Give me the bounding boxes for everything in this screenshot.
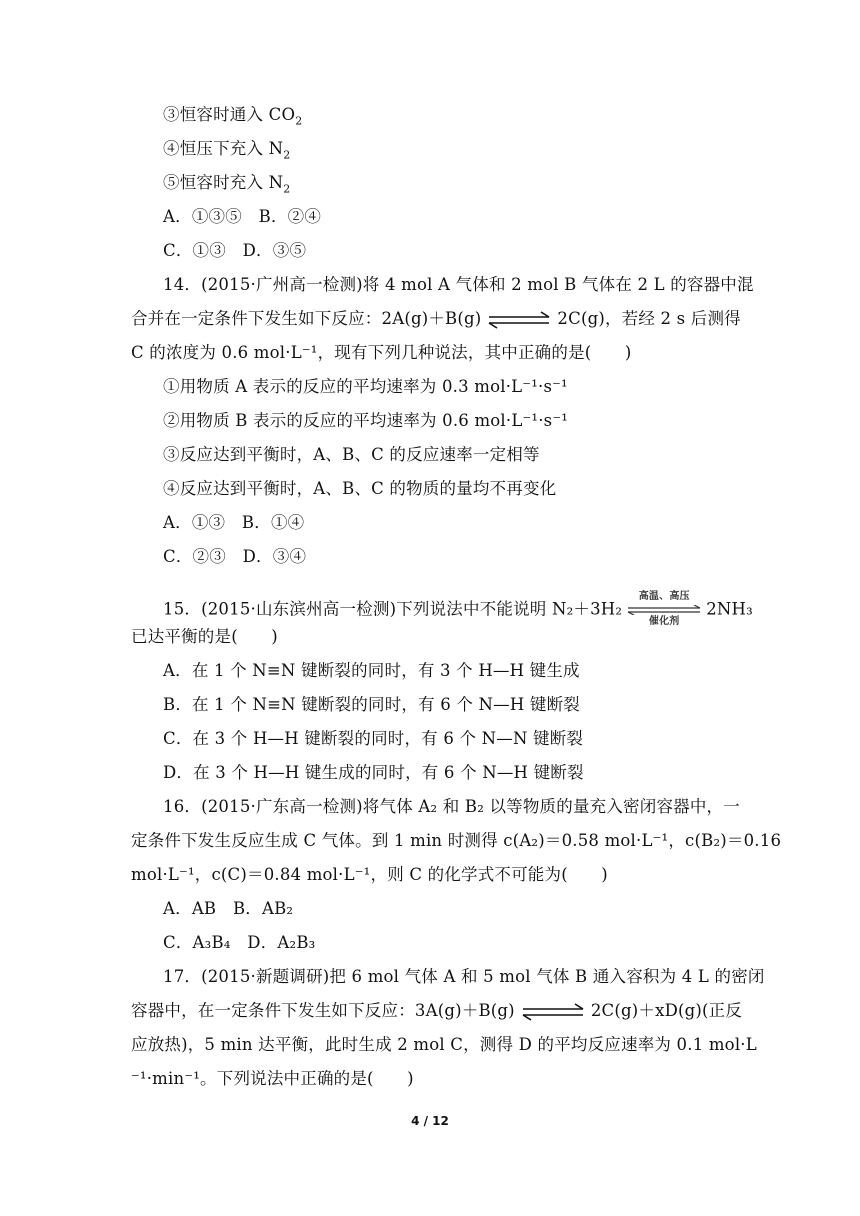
equilibrium-arrow-icon xyxy=(519,1003,587,1021)
q14-stem-line-1: 14．(2015·广州高一检测)将 4 mol A 气体和 2 mol B 气体在 2 L 的容器中混 xyxy=(163,275,754,294)
reaction-condition-arrow-icon: 高温、高压 催化剂 xyxy=(624,590,704,630)
q14-choices-1: A．①③ B．①④ xyxy=(163,513,305,532)
q14-statement-4: ④反应达到平衡时，A、B、C 的物质的量均不再变化 xyxy=(163,479,557,498)
q15-option-d: D．在 3 个 H—H 键生成的同时，有 6 个 N—H 键断裂 xyxy=(163,763,584,782)
option-line-4: ④恒压下充入 $N_2$ xyxy=(163,139,291,162)
option-line-3: ③恒容时通入 $CO_2$ xyxy=(163,105,303,128)
q15-option-b: B．在 1 个 N≡N 键断裂的同时，有 6 个 N—H 键断裂 xyxy=(163,695,581,714)
equilibrium-arrow-icon xyxy=(485,311,553,329)
q17-stem-line-4: ⁻¹·min⁻¹。下列说法中正确的是( ) xyxy=(131,1069,414,1088)
q17-stem-line-1: 17．(2015·新题调研)把 6 mol 气体 A 和 5 mol 气体 B 通入容积为 4 L 的密闭 xyxy=(163,967,765,986)
q16-stem-line-1: 16．(2015·广东高一检测)将气体 A₂ 和 B₂ 以等物质的量充入密闭容器中，一 xyxy=(163,797,740,816)
q15-option-c: C．在 3 个 H—H 键断裂的同时，有 6 个 N—N 键断裂 xyxy=(163,729,584,748)
q16-stem-line-2: 定条件下发生反应生成 C 气体。到 1 min 时测得 c(A₂)＝0.58 mol·L⁻¹，c(B₂)＝0.16 xyxy=(131,831,782,850)
option-line-5: ⑤恒容时充入 $N_2$ xyxy=(163,173,291,196)
q14-choices-2: C．②③ D．③④ xyxy=(163,547,307,566)
q15-stem-line-1: 15．(2015·山东滨州高一检测)下列说法中不能说明 N₂＋3H₂ 高温、高压 催化剂 2NH₃ xyxy=(163,590,753,630)
q14-stem-line-2: 合并在一定条件下发生如下反应：2A(g)＋B(g) 2C(g)，若经 2 s 后测得 xyxy=(131,309,741,328)
q14-stem-line-3: C 的浓度为 0.6 mol·L⁻¹，现有下列几种说法，其中正确的是( ) xyxy=(131,343,632,362)
q17-stem-line-2: 容器中，在一定条件下发生如下反应：3A(g)＋B(g) 2C(g)＋xD(g)(正反 xyxy=(131,1001,743,1020)
q16-choices-2: C．A₃B₄ D．A₂B₃ xyxy=(163,933,316,952)
q14-statement-1: ①用物质 A 表示的反应的平均速率为 0.3 mol·L⁻¹·s⁻¹ xyxy=(163,377,568,396)
q15-stem-line-2: 已达平衡的是( ) xyxy=(131,627,278,646)
q14-statement-3: ③反应达到平衡时，A、B、C 的反应速率一定相等 xyxy=(163,445,540,464)
page-number: 4 / 12 xyxy=(411,1114,449,1128)
answer-choices-1: A．①③⑤ B．②④ xyxy=(163,207,322,226)
q16-stem-line-3: mol·L⁻¹，c(C)＝0.84 mol·L⁻¹，则 C 的化学式不可能为( ) xyxy=(131,865,608,884)
q17-stem-line-3: 应放热)，5 min 达平衡，此时生成 2 mol C，测得 D 的平均反应速率为 0.1 mol·L xyxy=(131,1035,757,1054)
q14-statement-2: ②用物质 B 表示的反应的平均速率为 0.6 mol·L⁻¹·s⁻¹ xyxy=(163,411,569,430)
q15-option-a: A．在 1 个 N≡N 键断裂的同时，有 3 个 H—H 键生成 xyxy=(163,661,580,680)
answer-choices-2: C．①③ D．③⑤ xyxy=(163,241,307,260)
q16-choices-1: A．AB B．AB₂ xyxy=(163,899,294,918)
